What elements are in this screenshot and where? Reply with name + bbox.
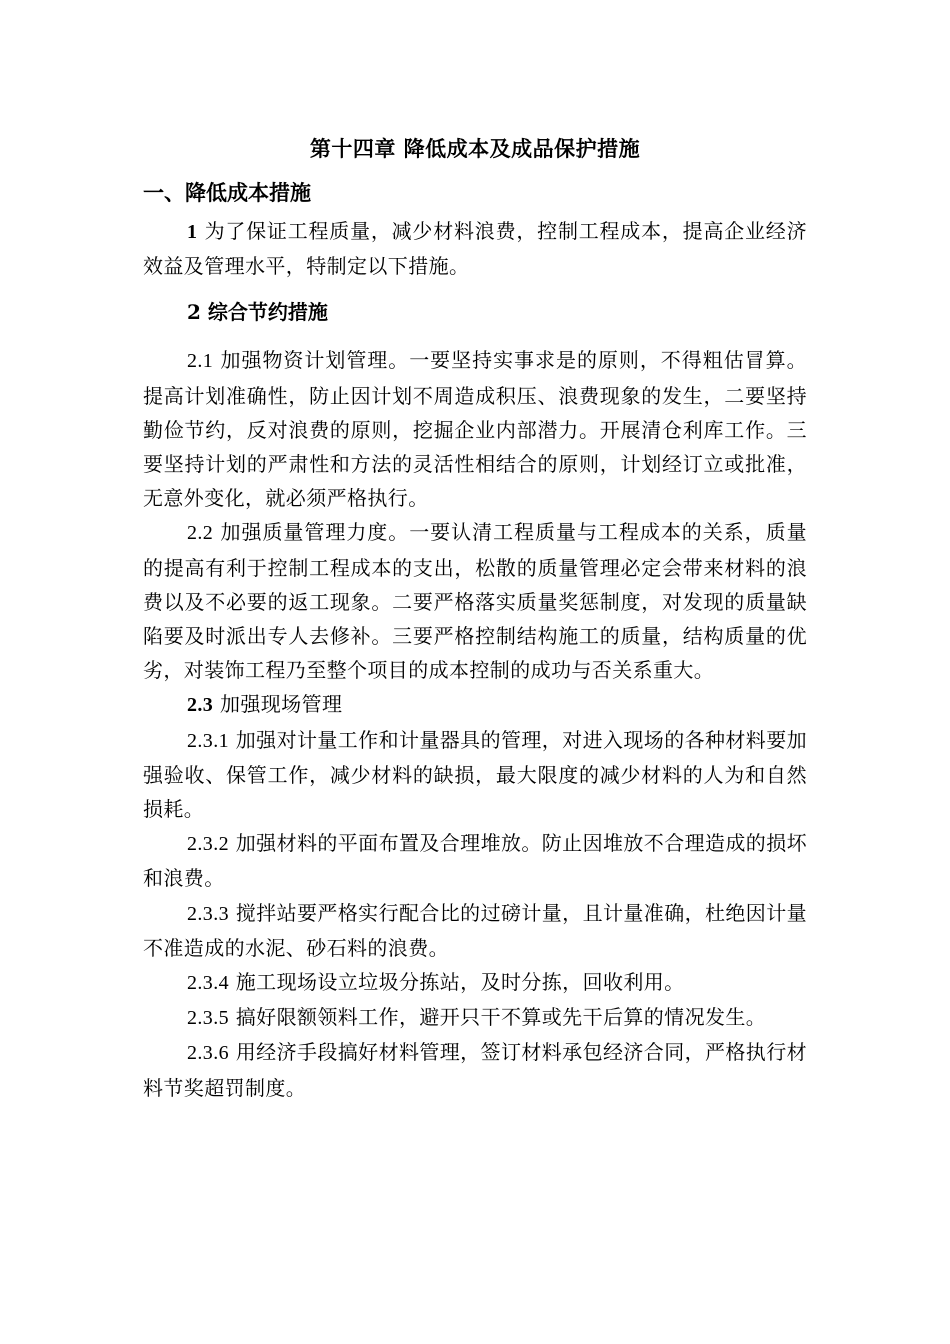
paragraph-number: 2.3.2	[187, 833, 229, 856]
paragraph-number: 2.3.4	[187, 972, 229, 995]
paragraph-number: 2.2	[187, 522, 214, 545]
paragraph-2-3	[143, 687, 807, 722]
paragraph-text: 加强对计量工作和计量器具的管理，对进入现场的各种材料要加强验收、保管工作，减少材料的缺损，最大限度的减少材料的人为和自然损耗。	[143, 727, 807, 822]
paragraph-number: 1	[187, 221, 198, 243]
section-heading: 一、降低成本措施	[143, 180, 311, 205]
paragraph-text: 搅拌站要严格实行配合比的过磅计量，且计量准确，杜绝因计量不准造成的水泥、砂石料的浪费。	[143, 900, 807, 960]
paragraph-number: 2.1	[187, 350, 214, 373]
chapter-title: 第十四章 降低成本及成品保护措施	[309, 136, 641, 161]
paragraph-text: 加强现场管理	[219, 692, 343, 717]
paragraph-2-3-3	[143, 896, 807, 965]
paragraph-number: 2.3.5	[187, 1007, 229, 1030]
paragraph-number: 2.3.6	[187, 1042, 229, 1065]
document-page	[143, 128, 807, 1105]
paragraph-2-1	[143, 343, 807, 515]
subsection-heading: 2 综合节约措施	[187, 300, 328, 325]
paragraph-2-3-1	[143, 723, 807, 827]
paragraph-text: 加强质量管理力度。一要认清工程质量与工程成本的关系，质量的提高有利于控制工程成本的支出，松散的质量管理必定会带来材料的浪费以及不必要的返工现象。二要严格落实质量奖惩制度，对发现的质量缺陷要及时派出专人去修补。三要严格控制结构施工的质量，结构质量的优劣，对装饰工程乃至整个项目的成本控制的成功与否关系重大。	[143, 520, 807, 683]
paragraph-text: 用经济手段搞好材料管理，签订材料承包经济合同，严格执行材料节奖超罚制度。	[143, 1040, 807, 1100]
paragraph-number: 2.3	[187, 694, 214, 717]
paragraph-text: 施工现场设立垃圾分拣站，及时分拣，回收利用。	[235, 970, 685, 995]
paragraph-number: 2.3.1	[187, 729, 229, 752]
paragraph-text: 加强物资计划管理。一要坚持实事求是的原则，不得粗估冒算。提高计划准确性，防止因计划不周造成积压、浪费现象的发生，二要坚持勤俭节约，反对浪费的原则，挖掘企业内部潜力。开展清仓利库工作。三要坚持计划的严肃性和方法的灵活性相结合的原则，计划经订立或批准，无意外变化，就必须严格执行。	[143, 348, 807, 511]
paragraph-2-2	[143, 515, 807, 687]
paragraph-2-3-6	[143, 1035, 807, 1104]
paragraph-2-3-5	[143, 1000, 807, 1035]
paragraph-1	[143, 214, 807, 283]
paragraph-number: 2.3.3	[187, 902, 229, 925]
paragraph-text: 加强材料的平面布置及合理堆放。防止因堆放不合理造成的损坏和浪费。	[143, 831, 807, 891]
paragraph-2-3-4	[143, 965, 807, 1000]
paragraph-text: 为了保证工程质量，减少材料浪费，控制工程成本，提高企业经济效益及管理水平，特制定以下措施。	[143, 219, 807, 279]
paragraph-2-3-2	[143, 826, 807, 895]
paragraph-text: 搞好限额领料工作，避开只干不算或先干后算的情况发生。	[235, 1005, 767, 1030]
